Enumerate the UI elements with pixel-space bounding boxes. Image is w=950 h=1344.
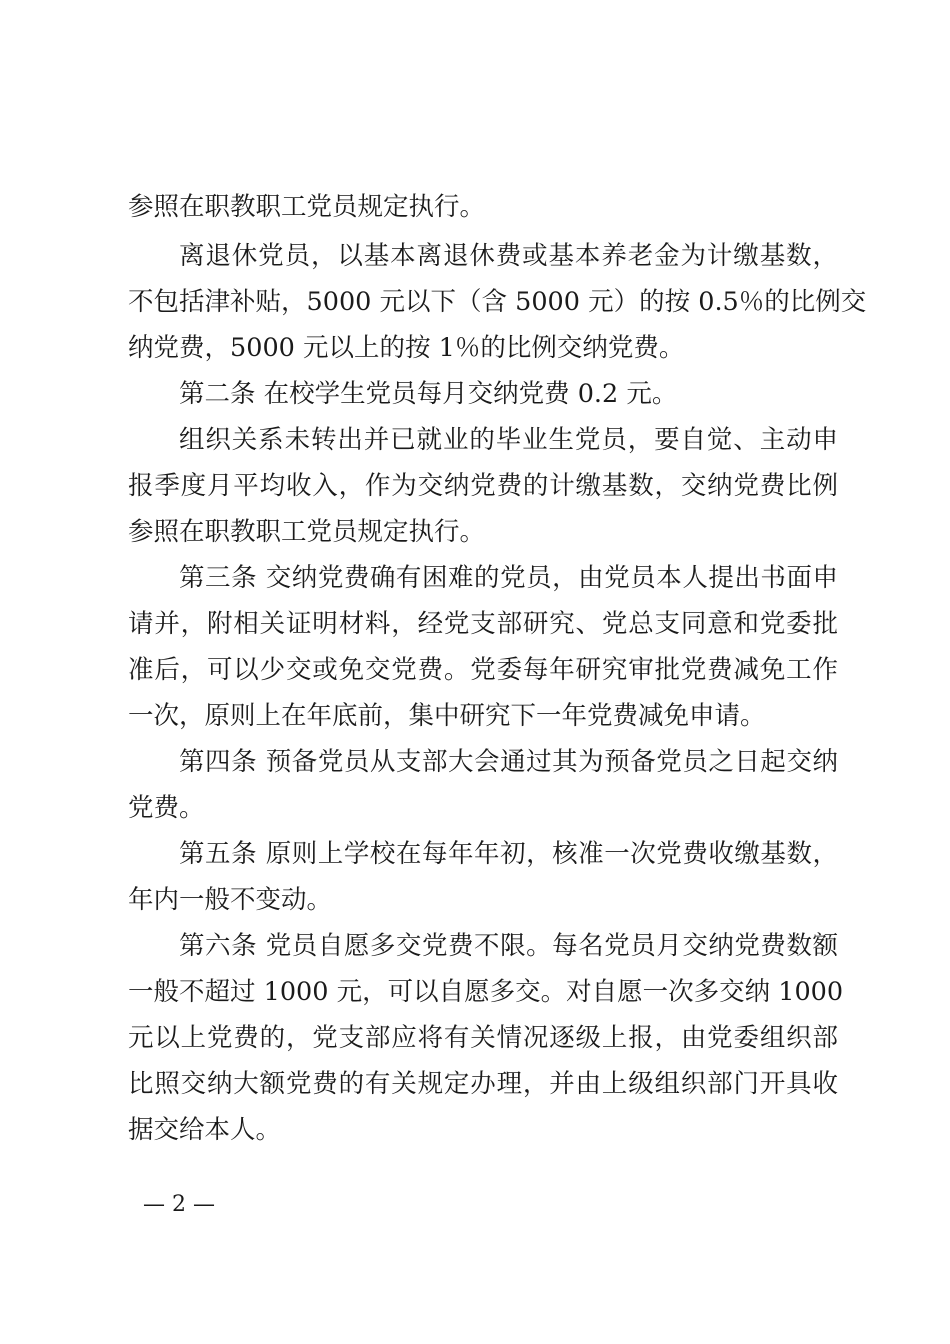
page-number: — 2 — (143, 1192, 215, 1217)
text-line: 第六条 党员自愿多交党费不限。每名党员月交纳党费数额 (179, 931, 838, 961)
text-line: 一次，原则上在年底前，集中研究下一年党费减免申请。 (128, 701, 766, 731)
text-line: 年内一般不变动。 (128, 885, 333, 915)
text-line: 报季度月平均收入，作为交纳党费的计缴基数，交纳党费比例 (128, 471, 838, 501)
text-line: 第四条 预备党员从支部大会通过其为预备党员之日起交纳 (179, 747, 838, 777)
text-line: 据交给本人。 (128, 1115, 282, 1145)
text-line: 参照在职教职工党员规定执行。 (128, 192, 486, 222)
text-line: 纳党费，5000 元以上的按 1％的比例交纳党费。 (128, 333, 685, 363)
text-line: 党费。 (128, 793, 205, 823)
text-line: 第五条 原则上学校在每年年初，核准一次党费收缴基数， (179, 839, 838, 869)
text-line: 第三条 交纳党费确有困难的党员，由党员本人提出书面申 (179, 563, 838, 593)
text-line: 组织关系未转出并已就业的毕业生党员，要自觉、主动申 (179, 425, 838, 455)
text-line: 一般不超过 1000 元，可以自愿多交。对自愿一次多交纳 1000 (128, 977, 844, 1007)
text-line: 准后，可以少交或免交党费。党委每年研究审批党费减免工作 (128, 655, 838, 685)
text-line: 第二条 在校学生党员每月交纳党费 0.2 元。 (179, 379, 678, 409)
text-line: 请并，附相关证明材料，经党支部研究、党总支同意和党委批 (128, 609, 838, 639)
text-line: 元以上党费的，党支部应将有关情况逐级上报，由党委组织部 (128, 1023, 838, 1053)
text-line: 不包括津补贴，5000 元以下（含 5000 元）的按 0.5％的比例交 (128, 287, 867, 317)
text-line: 比照交纳大额党费的有关规定办理，并由上级组织部门开具收 (128, 1069, 838, 1099)
text-line: 离退休党员，以基本离退休费或基本养老金为计缴基数， (179, 241, 838, 271)
text-line: 参照在职教职工党员规定执行。 (128, 517, 486, 547)
